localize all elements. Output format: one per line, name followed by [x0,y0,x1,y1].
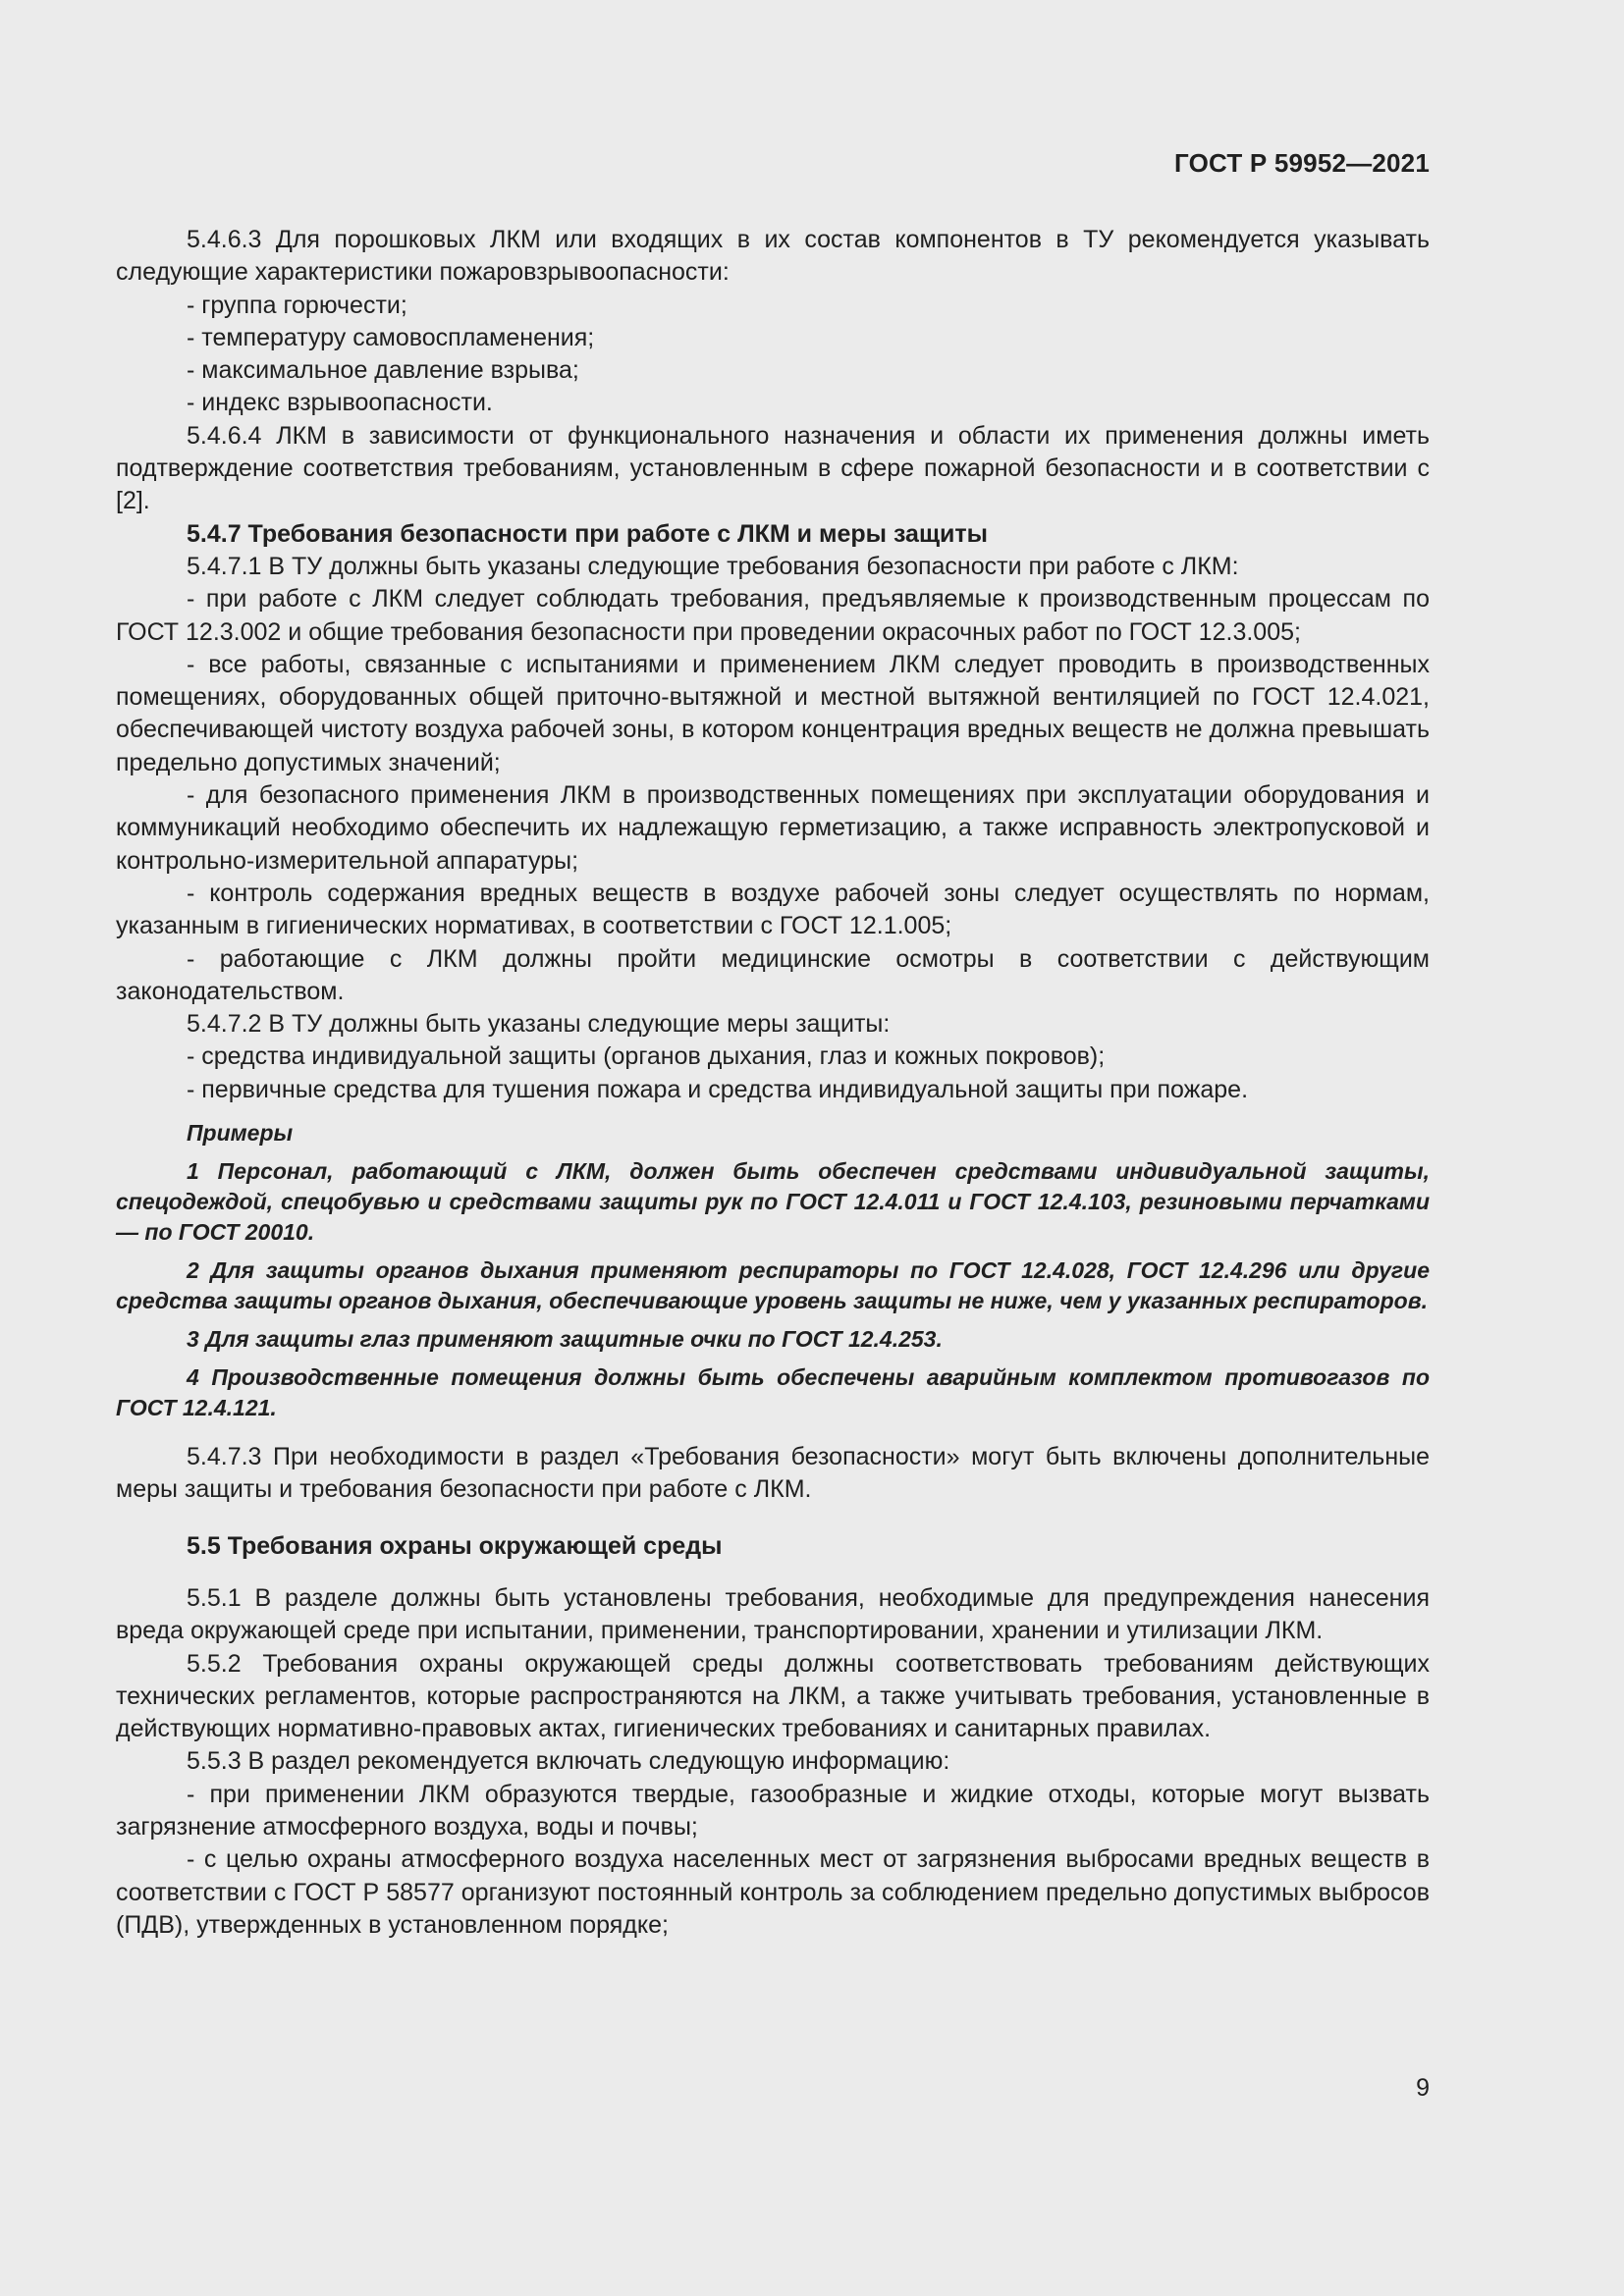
paragraph-5463: 5.4.6.3 Для порошковых ЛКМ или входящих в их состав компонентов в ТУ рекомендуется указывать следующие характеристики пожаровзрывоопасности: [116,226,1430,287]
list-item: - все работы, связанные с испытаниями и применением ЛКМ следует проводить в производственных помещениях, оборудованных общей приточно-вытяжной и местной вытяжной вентиляцией по ГОСТ 12.4.021, обеспечивающей чистоту воздуха рабочей зоны, в котором концентрация вредных веществ не должна превышать предельно допустимых значений; [116,650,1430,776]
paragraph-5472: 5.4.7.2 В ТУ должны быть указаны следующие меры защиты: [187,1010,891,1039]
list-item: - индекс взрывоопасности. [187,389,493,417]
list-item: - с целью охраны атмосферного воздуха населенных мест от загрязнения выбросами вредных веществ в соответствии с ГОСТ Р 58577 организуют постоянный контроль за соблюдением предельно допустимых выбросов (ПДВ), утвержденных в установленном порядке; [116,1845,1430,1939]
example-item: 1 Персонал, работающий с ЛКМ, должен быть обеспечен средствами индивидуальной защиты, спецодеждой, спецобувью и средствами защиты рук по ГОСТ 12.4.011 и ГОСТ 12.4.103, резиновыми перчатками — по ГОСТ 20010. [116,1158,1430,1246]
subsection-heading-547: 5.4.7 Требования безопасности при работе с ЛКМ и меры защиты [187,519,989,548]
list-item: - температуру самовоспламенения; [187,323,595,351]
document-body [116,224,1430,1942]
list-item: - контроль содержания вредных веществ в воздухе рабочей зоны следует осуществлять по нормам, указанным в гигиенических нормативах, в соответствии с ГОСТ 12.1.005; [116,879,1430,940]
list-item: - средства индивидуальной защиты (органов дыхания, глаз и кожных покровов); [187,1042,1106,1071]
paragraph-553: 5.5.3 В раздел рекомендуется включать следующую информацию: [187,1747,950,1776]
list-item: - при применении ЛКМ образуются твердые, газообразные и жидкие отходы, которые могут вызвать загрязнение атмосферного воздуха, воды и почвы; [116,1780,1430,1841]
examples-title: Примеры [187,1120,294,1147]
paragraph-5471: 5.4.7.1 В ТУ должны быть указаны следующие требования безопасности при работе с ЛКМ: [187,552,1239,580]
list-item: - при работе с ЛКМ следует соблюдать требования, предъявляемые к производственным процессам по ГОСТ 12.3.002 и общие требования безопасности при проведении окрасочных работ по ГОСТ 12.3.005; [116,585,1430,646]
example-item: 2 Для защиты органов дыхания применяют респираторы по ГОСТ 12.4.028, ГОСТ 12.4.296 или другие средства защиты органов дыхания, обеспечивающие уровень защиты не ниже, чем у указанных респираторов. [116,1257,1430,1314]
example-item: 3 Для защиты глаз применяют защитные очки по ГОСТ 12.4.253. [187,1326,943,1353]
example-item: 4 Производственные помещения должны быть обеспечены аварийным комплектом противогазов по ГОСТ 12.4.121. [116,1364,1430,1421]
paragraph-5464: 5.4.6.4 ЛКМ в зависимости от функционального назначения и области их применения должны иметь подтверждение соответствия требованиям, установленным в сфере пожарной безопасности и в соответствии с [2]. [116,421,1430,515]
list-item: - первичные средства для тушения пожара и средства индивидуальной защиты при пожаре. [187,1075,1249,1103]
paragraph-551: 5.5.1 В разделе должны быть установлены требования, необходимые для предупреждения нанесения вреда окружающей среде при испытании, применении, транспортировании, хранении и утилизации ЛКМ. [116,1583,1430,1645]
document-header: ГОСТ Р 59952—2021 [1174,148,1430,178]
paragraph-552: 5.5.2 Требования охраны окружающей среды должны соответствовать требованиям действующих технических регламентов, которые распространяются на ЛКМ, а также учитывать требования, установленные в действующих нормативно-правовых актах, гигиенических требованиях и санитарных правилах. [116,1649,1430,1743]
list-item: - работающие с ЛКМ должны пройти медицинские осмотры в соответствии с действующим законодательством. [116,944,1430,1005]
list-item: - группа горючести; [187,291,407,319]
list-item: - для безопасного применения ЛКМ в производственных помещениях при эксплуатации оборудования и коммуникаций необходимо обеспечить их надлежащую герметизацию, а также исправность электропусковой и контрольно-измерительной аппаратуры; [116,781,1430,875]
section-heading-55: 5.5 Требования охраны окружающей среды [187,1531,723,1560]
page-number: 9 [1416,2074,1430,2102]
paragraph-5473: 5.4.7.3 При необходимости в раздел «Требования безопасности» могут быть включены дополнительные меры защиты и требования безопасности при работе с ЛКМ. [116,1443,1430,1504]
list-item: - максимальное давление взрыва; [187,356,579,385]
